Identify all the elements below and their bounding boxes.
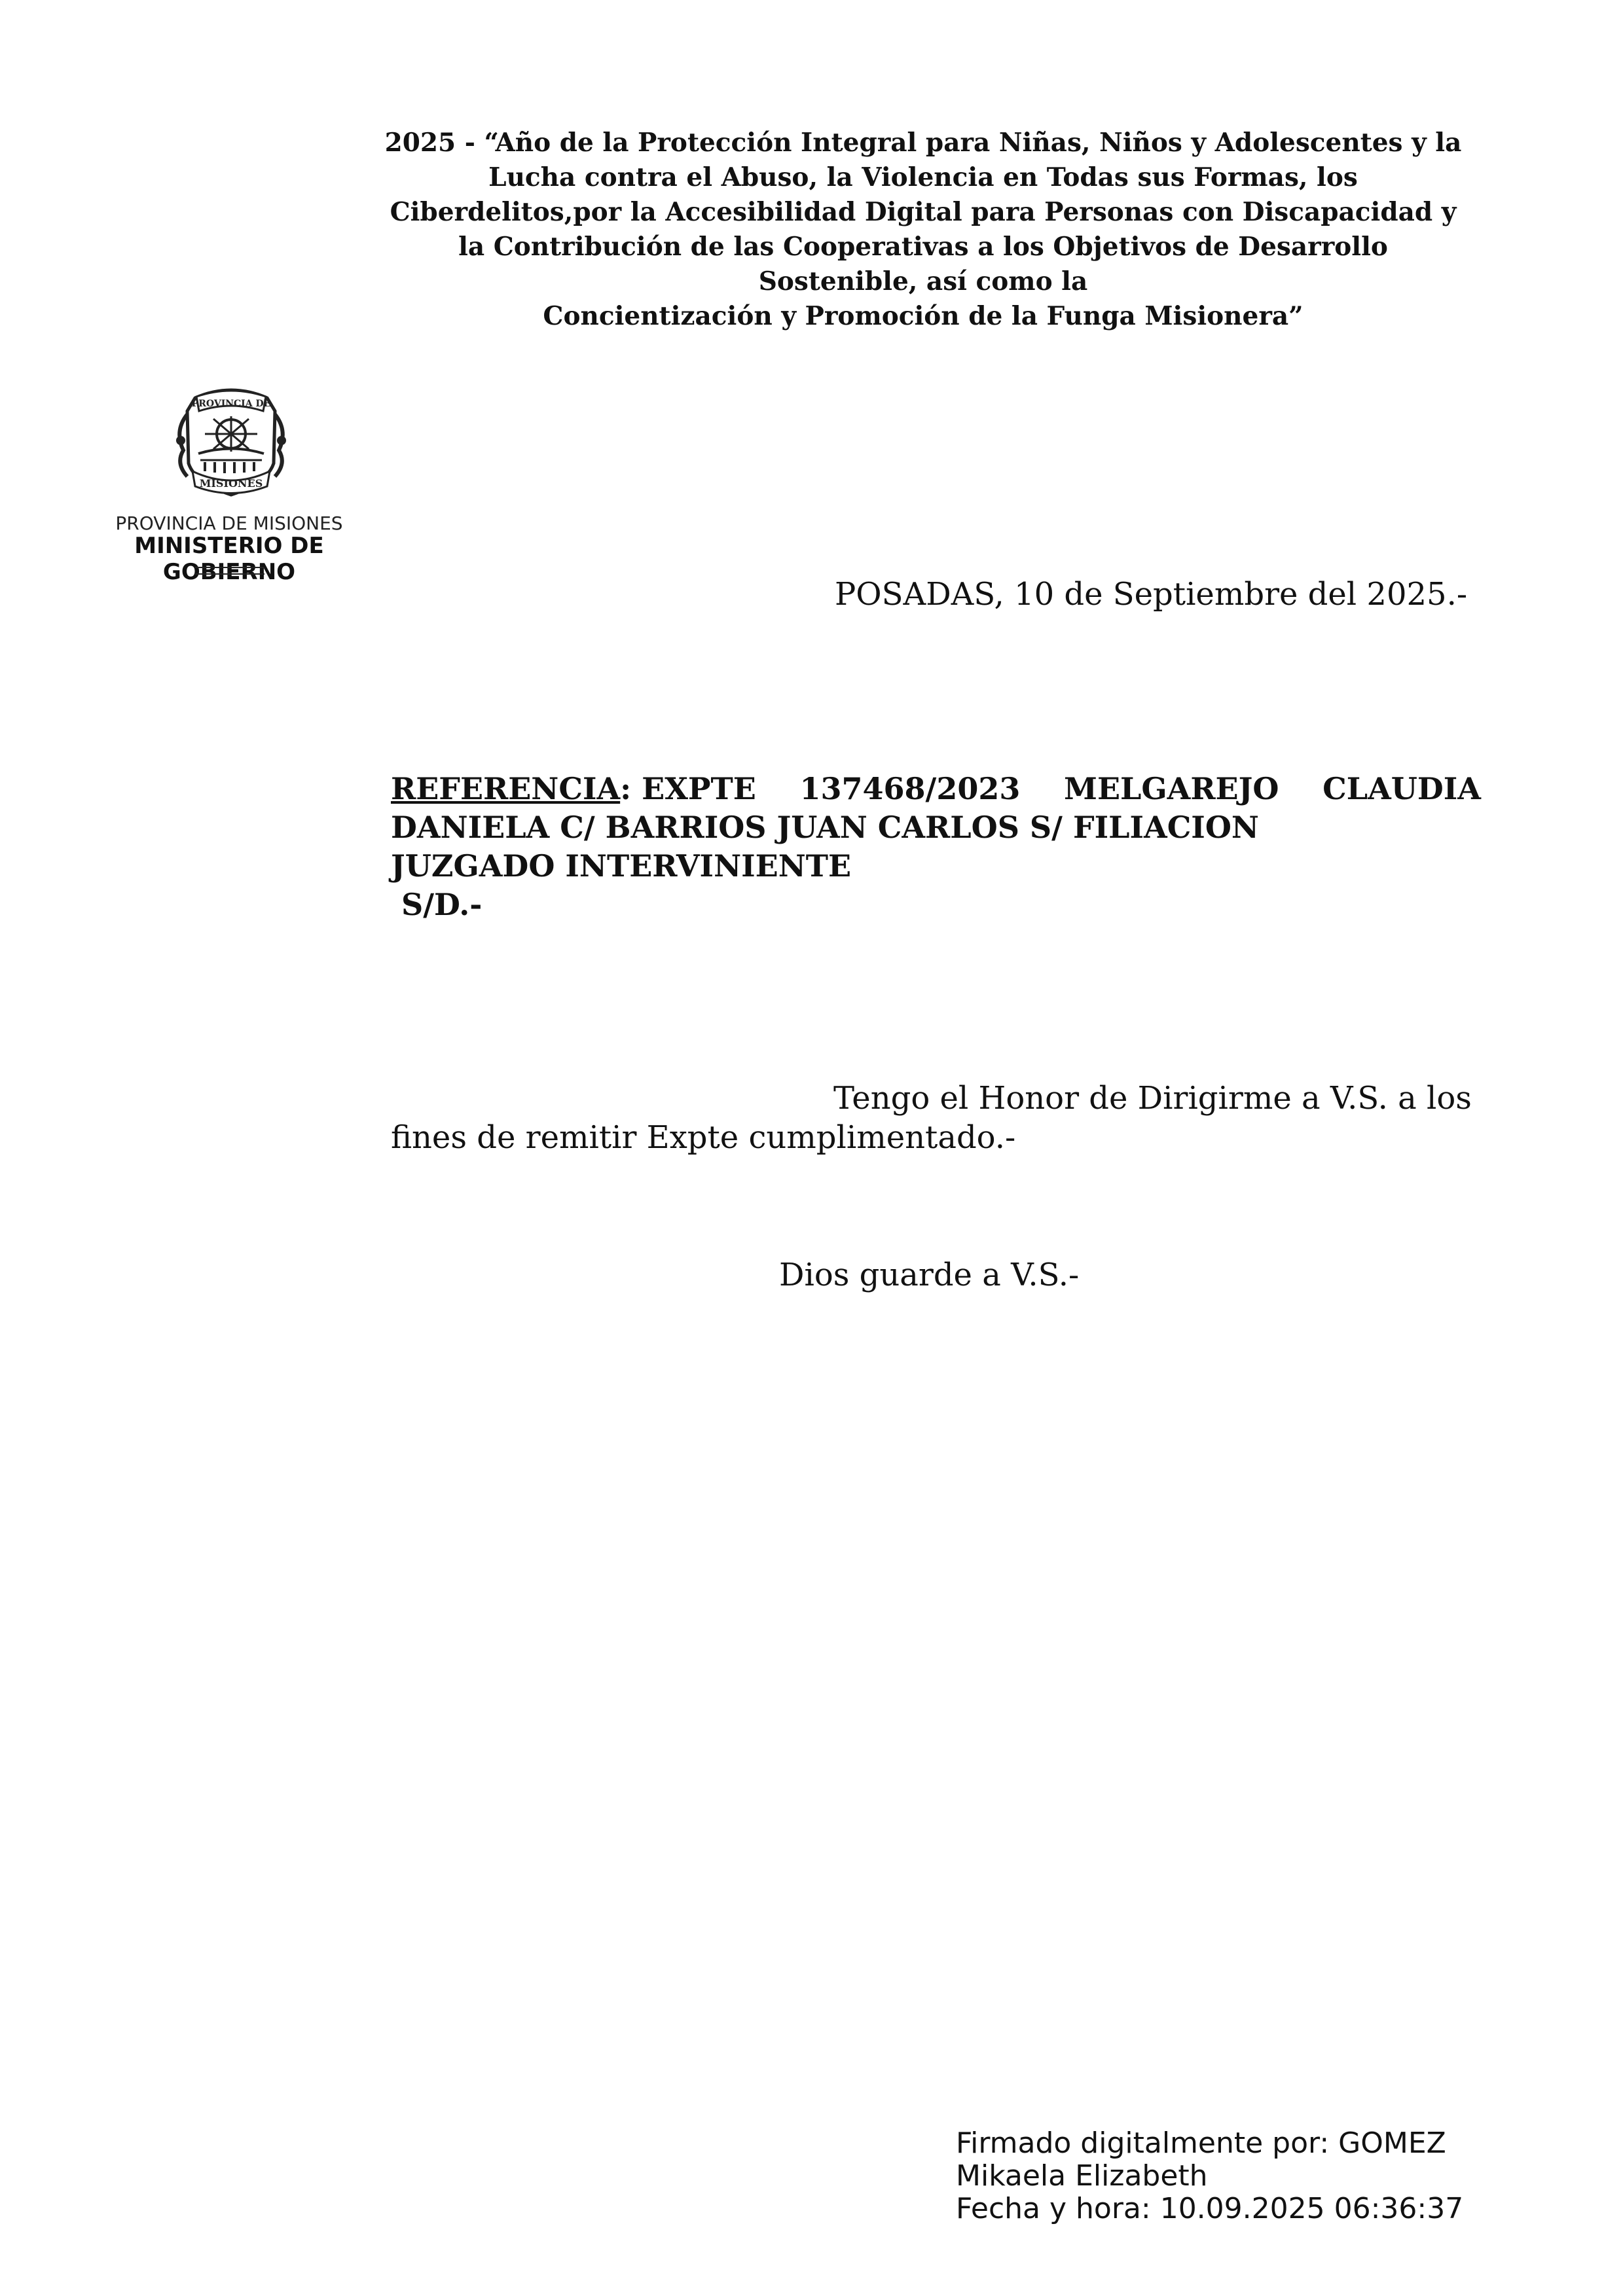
motto-line: 2025 - “Año de la Protección Integral para Niñas, Niños y Adolescentes y la xyxy=(384,128,1462,158)
body-text-line-2: fines de remitir Expte cumplimentado.- xyxy=(391,1119,1016,1156)
reference-expte: : EXPTE xyxy=(620,771,756,806)
signature-line: Fecha y hora: 10.09.2025 06:36:37 xyxy=(956,2192,1464,2225)
province-seal-icon xyxy=(169,385,293,497)
reference-number: 137468/2023 xyxy=(799,771,1021,806)
signature-line: Mikaela Elizabeth xyxy=(956,2159,1208,2193)
seal-bottom-text: MISIONES xyxy=(199,477,263,490)
motto-line: la Contribución de las Cooperativas a los Objetivos de Desarrollo xyxy=(458,232,1388,262)
reference-surname: MELGAREJO xyxy=(1064,771,1279,806)
reference-name: CLAUDIA xyxy=(1322,771,1481,806)
motto-line: Sostenible, así como la xyxy=(758,266,1088,296)
reference-label-group xyxy=(391,770,756,808)
reference-label: REFERENCIA xyxy=(391,771,621,806)
body-text-line-1: Tengo el Honor de Dirigirme a V.S. a los xyxy=(833,1080,1472,1117)
letter-date: POSADAS, 10 de Septiembre del 2025.- xyxy=(835,576,1468,613)
seal-top-text: PROVINCIA DE xyxy=(191,399,271,409)
closing-text: Dios guarde a V.S.- xyxy=(779,1257,1080,1293)
motto-line: Lucha contra el Abuso, la Violencia en Todas sus Formas, los xyxy=(488,162,1358,192)
motto-line: Concientización y Promoción de la Funga Misionera” xyxy=(543,301,1304,331)
reference-line-2: DANIELA C/ BARRIOS JUAN CARLOS S/ FILIACION xyxy=(391,810,1259,845)
logo-divider xyxy=(195,567,264,575)
motto-line: Ciberdelitos,por la Accesibilidad Digital para Personas con Discapacidad y xyxy=(390,197,1457,227)
digital-signature xyxy=(956,2127,1463,2225)
reference-line-4: S/D.- xyxy=(391,887,483,922)
header-motto xyxy=(367,126,1480,334)
province-name: PROVINCIA DE MISIONES xyxy=(115,512,343,534)
ministry-name: MINISTERIO DE GOBIERNO xyxy=(134,533,324,585)
signature-line: Firmado digitalmente por: GOMEZ xyxy=(956,2126,1446,2160)
ministry-logo xyxy=(72,385,386,585)
reference-line-1 xyxy=(391,770,1481,808)
reference-block xyxy=(391,770,1491,924)
reference-line-3: JUZGADO INTERVINIENTE xyxy=(391,848,852,884)
